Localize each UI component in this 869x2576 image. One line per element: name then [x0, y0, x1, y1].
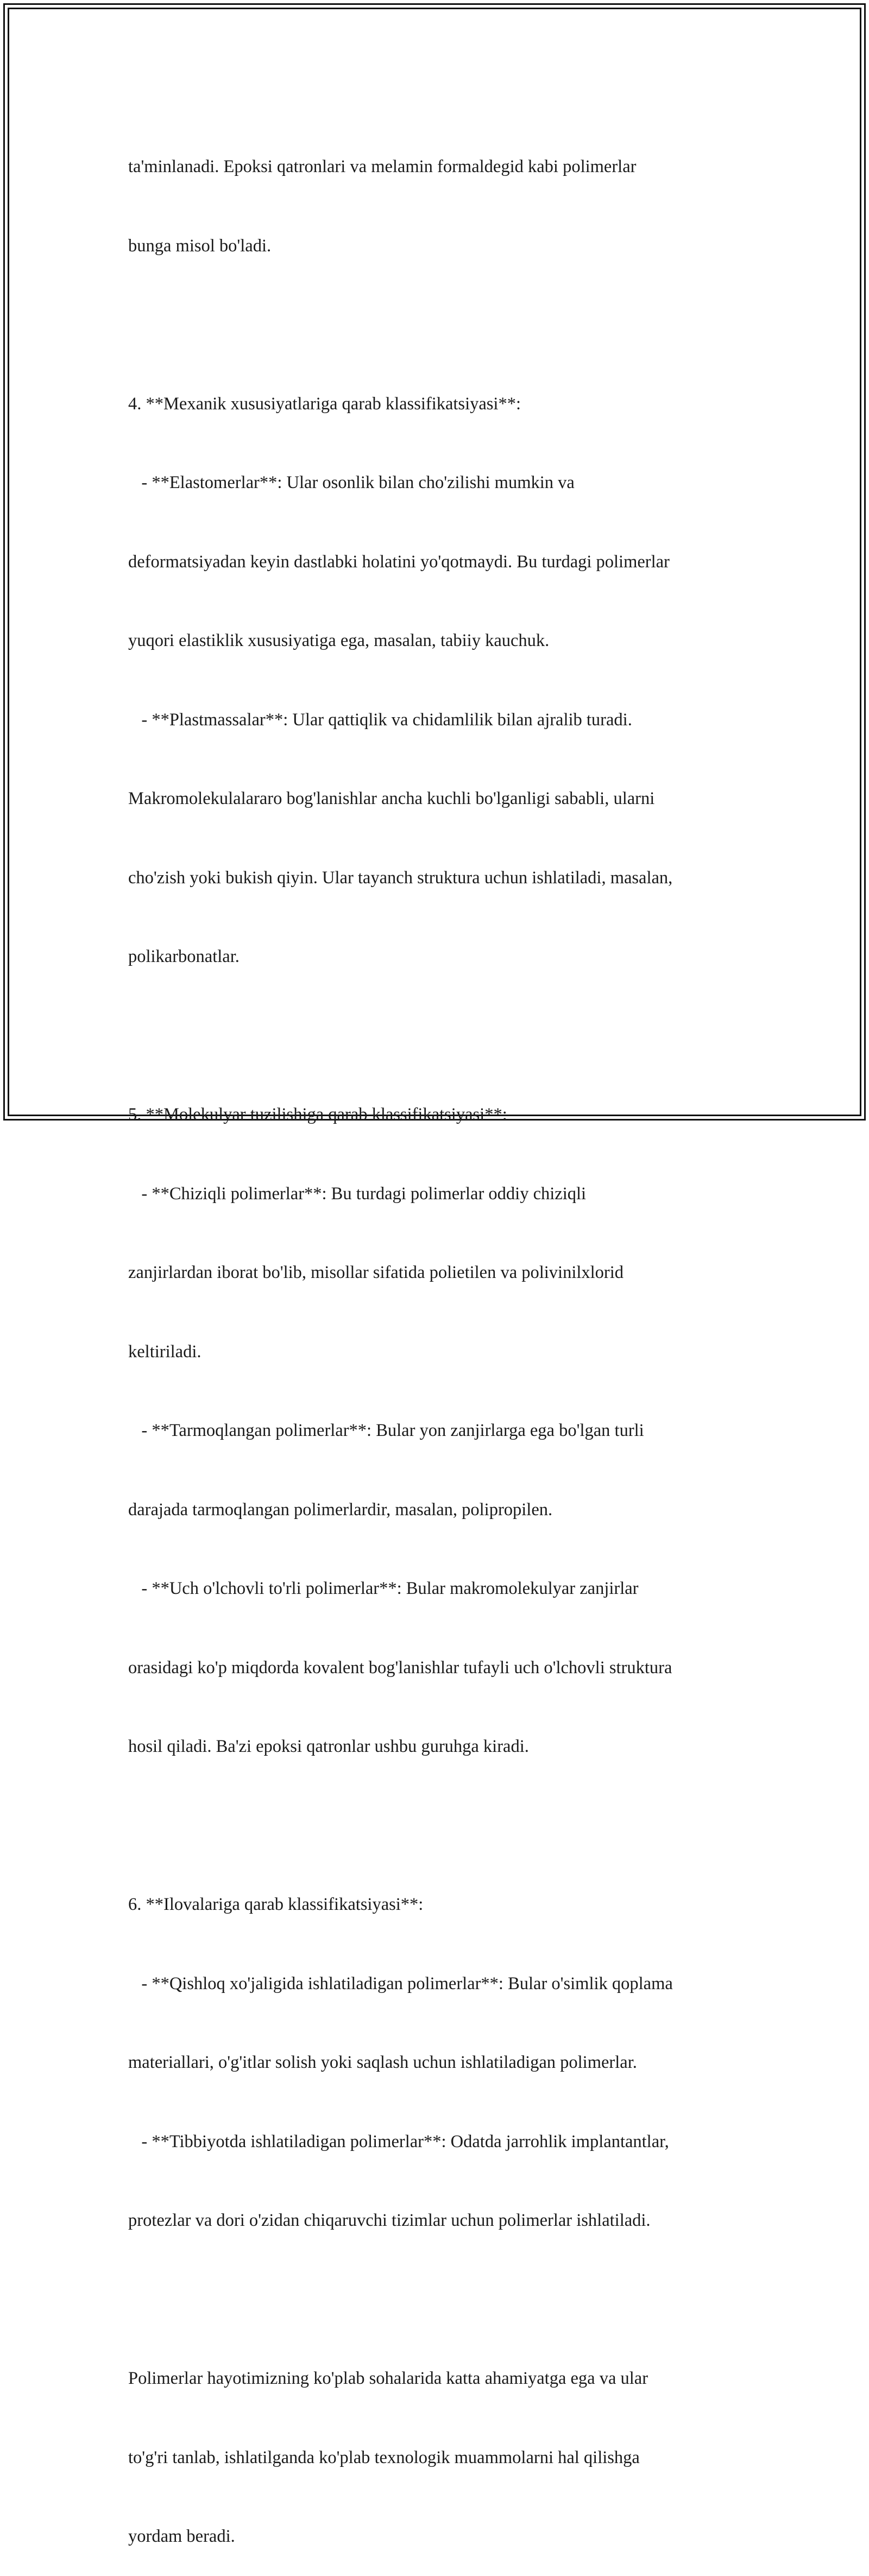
text-line: Makromolekulalararo bog'lanishlar ancha kuchli bo'lganligi sababli, ularni: [128, 789, 655, 808]
list-item-line: - **Tarmoqlangan polimerlar**: Bular yon zanjirlarga ega bo'lgan turli: [128, 1421, 644, 1440]
text-line: orasidagi ko'p miqdorda kovalent bog'lanishlar tufayli uch o'lchovli struktura: [128, 1657, 672, 1678]
text-line: bunga misol bo'ladi.: [128, 236, 272, 256]
conclusion-line: yordam beradi.: [128, 2527, 235, 2546]
list-item-line: - **Uch o'lchovli to'rli polimerlar**: Bular makromolekulyar zanjirlar: [128, 1579, 639, 1598]
list-item-line: - **Tibbiyotda ishlatiladigan polimerlar**: Odatda jarrohlik implantantlar,: [128, 2131, 669, 2151]
section-heading: 6. **Ilovalariga qarab klassifikatsiyasi**:: [128, 1895, 424, 1914]
text-line: protezlar va dori o'zidan chiqaruvchi tizimlar uchun polimerlar ishlatiladi.: [128, 2211, 651, 2230]
text-line: polikarbonatlar.: [128, 947, 240, 966]
list-item-line: - **Qishloq xo'jaligida ishlatiladigan polimerlar**: Bular o'simlik qoplama: [128, 1973, 673, 1993]
text-line: yuqori elastiklik xususiyatiga ega, masalan, tabiiy kauchuk.: [128, 631, 550, 650]
blank-line: [128, 2287, 753, 2313]
list-item-line: - **Elastomerlar**: Ular osonlik bilan cho'zilishi mumkin va: [128, 473, 575, 492]
conclusion-line: to'g'ri tanlab, ishlatilganda ko'plab texnologik muammolarni hal qilishga: [128, 2447, 640, 2467]
text-line: keltiriladi.: [128, 1341, 201, 1362]
text-line: ta'minlanadi. Epoksi qatronlari va melamin formaldegid kabi polimerlar: [128, 157, 637, 176]
section-heading: 5. **Molekulyar tuzilishiga qarab klassifikatsiyasi**:: [128, 1105, 507, 1124]
blank-line: [128, 312, 753, 338]
list-item-line: - **Plastmassalar**: Ular qattiqlik va chidamlilik bilan ajralib turadi.: [128, 710, 632, 730]
blank-line: [128, 1023, 753, 1049]
conclusion-line: Polimerlar hayotimizning ko'plab sohalarida katta ahamiyatga ega va ular: [128, 2369, 648, 2388]
blank-line: [128, 1813, 753, 1839]
text-line: materiallari, o'g'itlar solish yoki saqlash uchun ishlatiladigan polimerlar.: [128, 2053, 637, 2072]
text-line: darajada tarmoqlangan polimerlardir, masalan, polipropilen.: [128, 1499, 553, 1520]
text-line: cho'zish yoki bukish qiyin. Ular tayanch struktura uchun ishlatiladi, masalan,: [128, 868, 673, 888]
text-line: zanjirlardan iborat bo'lib, misollar sifatida polietilen va polivinilxlorid: [128, 1263, 624, 1282]
text-line: hosil qiladi. Ba'zi epoksi qatronlar ushbu guruhga kiradi.: [128, 1737, 529, 1756]
text-line: deformatsiyadan keyin dastlabki holatini yo'qotmaydi. Bu turdagi polimerlar: [128, 552, 670, 572]
section-heading: 4. **Mexanik xususiyatlariga qarab klassifikatsiyasi**:: [128, 394, 521, 414]
list-item-line: - **Chiziqli polimerlar**: Bu turdagi polimerlar oddiy chiziqli: [128, 1183, 587, 1204]
document-body: [128, 101, 753, 2576]
